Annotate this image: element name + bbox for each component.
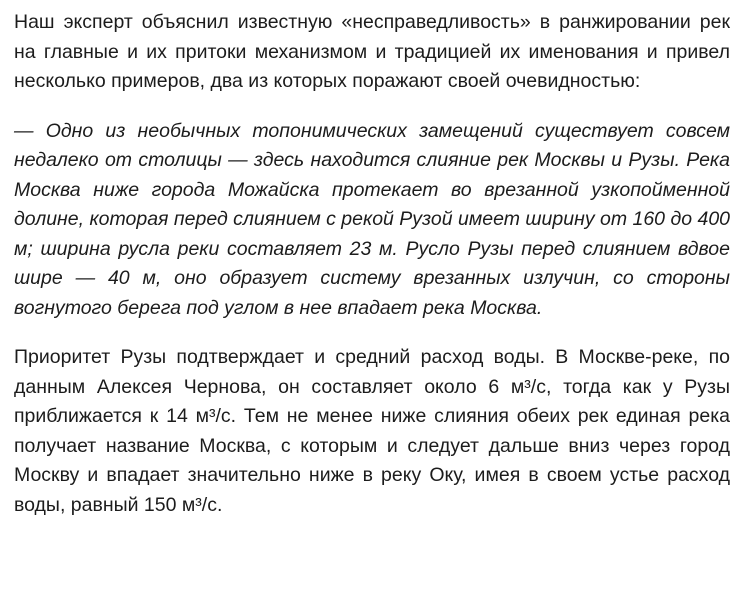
paragraph-conclusion: Приоритет Рузы подтверждает и средний расход воды. В Москве-реке, по данным Алексея Чернова, он составляет около 6 м³/с, тогда как у Рузы приближается к 14 м³/с. Тем не менее ниже слияния обеих рек единая река получает название Москва, с которым и следует дальше вниз через город Москву и впадает значительно ниже в реку Оку, имея в своем устье расход воды, равный 150 м³/с. <box>14 346 730 516</box>
paragraph-intro: Наш эксперт объяснил известную «несправедливость» в ранжировании рек на главные и их притоки механизмом и традицией их именования и привел несколько примеров, два из которых поражают своей очевидностью: <box>14 11 730 92</box>
paragraph-expert-quote: — Одно из необычных топонимических замещений существует совсем недалеко от столицы — здесь находится слияние рек Москвы и Рузы. Река Москва ниже города Можайска протекает во врезанной узкопойменной долине, которая перед слиянием с рекой Рузой имеет ширину от 160 до 400 м; ширина русла реки составляет 23 м. Русло Рузы перед слиянием вдвое шире — 40 м, оно образует систему врезанных излучин, со стороны вогнутого берега под углом в нее впадает река Москва. <box>14 119 731 319</box>
